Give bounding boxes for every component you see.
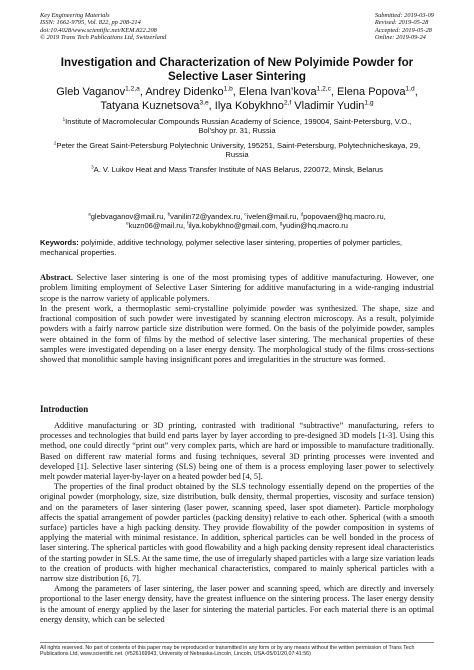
abstract-paragraph: Abstract. Selective laser sintering is one of the most promising types of additive manufacturing. However, one problem limiting employment of Selective Laser Sintering for additive manufacturing in a wide-ranging industrial scope is the narrow variety of applicable polymers. (40, 273, 434, 303)
journal-doi: doi:10.4028/www.scientific.net/KEM.822.208 (40, 26, 157, 34)
date-accepted: Accepted: 2019-05-28 (374, 26, 432, 34)
journal-name: Key Engineering Materials (40, 12, 110, 19)
copyright-footer: All rights reserved. No part of contents of this paper may be reproduced or transmitted in any form or by any means without the written permission of Trans Tech Publications Ltd, www.scientific.net. (#526169943, University of Nebraska-Lincoln, Lincoln, USA-05/01/20,07:41:56) (40, 645, 415, 658)
email[interactable]: $^b$vanilin72@yandex.ru, (167, 211, 245, 221)
keywords-label: Keywords: (40, 238, 79, 247)
body-paragraph: The properties of the final product obtained by the SLS technology essentially depend on the properties of the original powder (morphology, size, size distribution, bulk density, thermal properties, viscosity and surface tension) and on the parameters of laser sintering (laser power, scanning speed, laser spot diameter). Particle morphology affects the spatial arrangement of powder particles (packing density) relative to each other. Spherical (with a smooth surface) particles have a high packing density. They provide flowability of the powder composition in systems of applying the material with minimal resistance. In addition, spherical particles can be well bonded in the process of laser sintering. The spherical particles with good flowability and a high packing density represent ideal characteristics of the starting powder in SLS. At the same time, the use of irregularly shaped particles with a large size variation leads to the creation of products with higher mechanical characteristics, compared to mainly spherical particles with a narrow size distribution [6, 7]. (40, 482, 434, 584)
section-heading: Introduction (40, 404, 89, 414)
email[interactable]: $^g$yudin@hq.macro.ru (279, 220, 348, 231)
affiliation-1: $^1$Institute of Macromolecular Compounds Russian Academy of Science, 199004, Saint-Petersburg, V.O., Bol’shoy pr. 31, Russia (62, 116, 412, 136)
section-body (40, 421, 434, 625)
paper-title (40, 56, 434, 83)
abstract-paragraph: In the present work, a thermoplastic semi-crystalline polyimide powder was synthesized. The shape, size and fractional composition of such powder were investigated by scanning electron microscopy. As a result, polyimide powders with a fairly narrow particle size distribution were formed. On the basis of the polyimide powder, samples were obtained in the form of films by the method of selective laser sintering. The mechanical properties of these samples were investigated depending on a laser energy density. The morphological study of the films cross-sections showed that monolithic sample having insignificant pores and irregularities in the structure was formed. (40, 303, 434, 365)
author: Tatyana Kuznetsova$^{3,e}$, (100, 99, 215, 112)
journal-copyright: © 2019 Trans Tech Publications Ltd, Switzerland (40, 33, 167, 41)
author: Gleb Vaganov$^{1,2,a}$, (56, 85, 146, 98)
abstract-label: Abstract. (40, 273, 73, 282)
email[interactable]: $^e$kuzn06@mail.ru, (126, 220, 188, 231)
abstract (40, 273, 434, 366)
author: Elena Ivan’kova$^{1,2,c}$, (238, 85, 338, 98)
email[interactable]: $^c$ivelen@mail.ru, (244, 211, 301, 221)
author: Ilya Kobykhno$^{2,f}$ (214, 99, 292, 112)
body-paragraph: Among the parameters of laser sintering, the laser power and scanning speed, which are directly and inversely proportional to the laser energy density, have the greatest influence on the sintering process. The laser energy density is the amount of energy applied by the laser for sintering the material particles. For each material there is an optimal energy density, which can be selected (40, 584, 434, 624)
affiliation-2: $^2$Peter the Great Saint-Petersburg Polytechnic University, 195251, Saint-Petersburg, Polytechnicheskaya, 29, Russia (53, 140, 421, 160)
keywords (40, 238, 434, 258)
date-revised: Revised: 2019-05-28 (374, 19, 429, 27)
email[interactable]: $^d$popovaen@hq.macro.ru, (300, 211, 386, 221)
email-list (48, 212, 426, 231)
date-submitted: Submitted: 2019-03-09 (374, 12, 434, 19)
author-list (40, 85, 434, 113)
email[interactable]: $^f$ilya.kobykhno@gmail.com, (187, 220, 280, 231)
author: Elena Popova$^{1,d}$, (337, 85, 418, 98)
email[interactable]: $^a$glebvaganov@mail.ru, (88, 211, 168, 221)
title-line-2: Selective Laser Sintering (168, 69, 306, 83)
footer-divider (40, 642, 434, 643)
journal-issn: ISSN: 1662-9795, Vol. 822, pp 208-214 (40, 19, 141, 27)
journal-header (40, 12, 166, 41)
author: Andrey Didenko$^{1,b}$, (145, 85, 239, 98)
affiliation-3: $^3$A. V. Luikov Heat and Mass Transfer Institute of NAS Belarus, 220072, Minsk, Belarus (91, 164, 383, 174)
title-line-1: Investigation and Characterization of New Polyimide Powder for (60, 56, 414, 69)
keywords-text: polyimide, additive technology, polymer selective laser sintering, properties of polymer particles, mechanical properties. (40, 238, 402, 257)
dates-header (375, 12, 434, 41)
body-paragraph: Additive manufacturing or 3D printing, contrasted with traditional “subtractive” manufacturing, refers to processes and technologies that build end parts layer by layer according to pre-designed 3D models [1-3]. Using this method, one could directly “print out” very complex parts, which are hard or impossible to manufacture traditionally. Based on different raw material forms and fusing techniques, several 3D printing processes were invented and developed [1]. Selective laser sintering (SLS) being one of them is a process employing laser power to selectively melt powder material layer-by-layer on a heated powder bed [4, 5]. (40, 421, 434, 482)
date-online: Online: 2019-09-24 (374, 33, 426, 41)
affiliations (48, 117, 426, 179)
author: Vladimir Yudin$^{1,g}$ (294, 99, 374, 112)
